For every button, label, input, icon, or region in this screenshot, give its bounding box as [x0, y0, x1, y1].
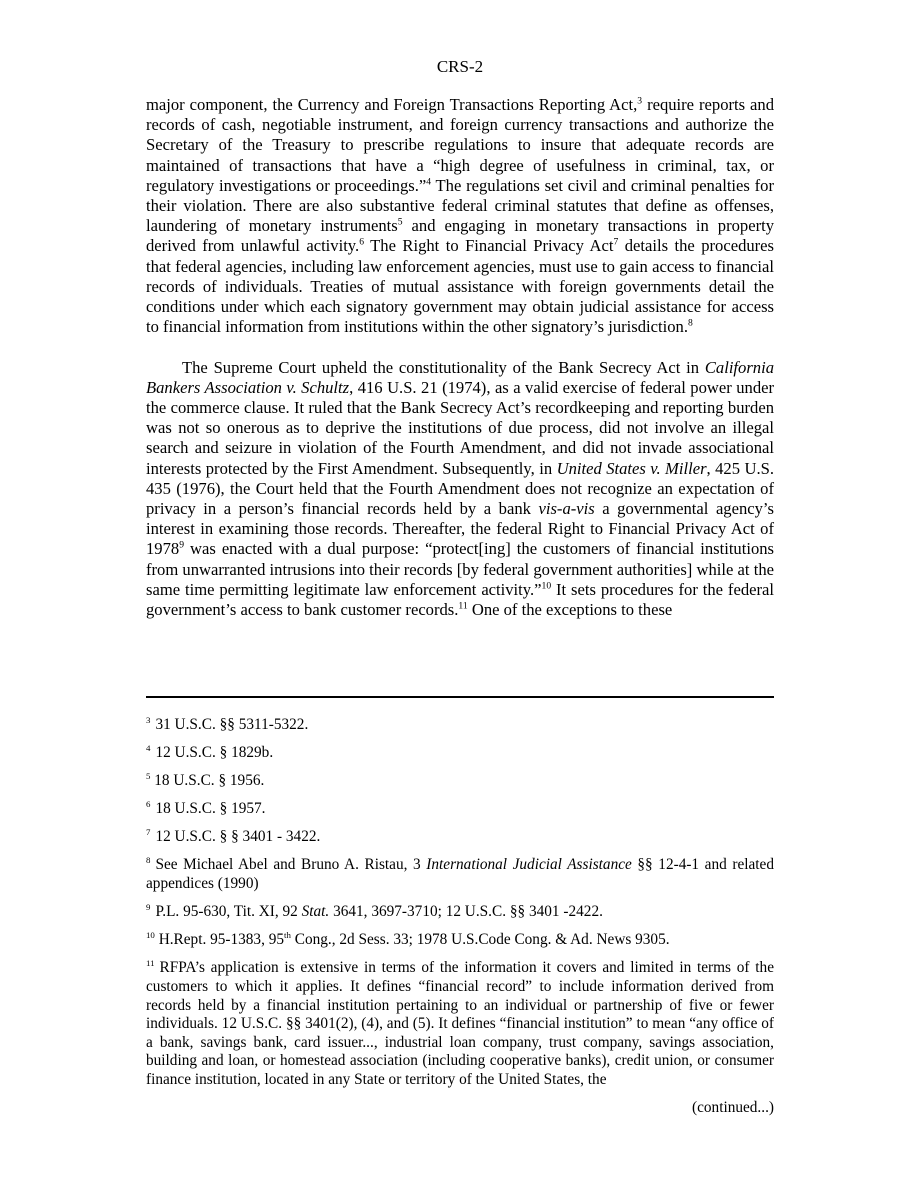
footnote-ref-11: 11	[458, 600, 468, 612]
footnote-ref-8: 8	[688, 317, 693, 329]
footnote-ref-4: 4	[426, 176, 432, 188]
footnote-3: $^3$ 31 U.S.C. §§ 5311-5322.	[146, 714, 309, 733]
footnotes	[146, 716, 774, 1118]
continued-note: (continued...)	[692, 1099, 774, 1116]
footnote-ref-5: 5	[397, 216, 403, 228]
footnote-10: $^{10}$ H.Rept. 95-1383, 95th Cong., 2d Sess. 33; 1978 U.S.Code Cong. & Ad. News 9305.	[146, 930, 670, 949]
footnote-divider	[146, 696, 774, 698]
footnote-7: $^7$ 12 U.S.C. § § 3401 - 3422.	[146, 827, 321, 846]
footnote-4: $^4$ 12 U.S.C. § 1829b.	[146, 743, 274, 762]
footnote-ref-10: 10	[541, 580, 552, 592]
footnote-ref-7: 7	[613, 236, 619, 248]
paragraph-1: major component, the Currency and Foreign Transactions Reporting Act,$^3$ require reports and records of cash, negotiable instrument, and foreign currency transactions and authorize the Secretary of the Treasury to prescribe regulations to insure that adequate records are maintained of transactions that have a “high degree of usefulness in criminal, tax, or regulatory investigations or proceedings.”$^4$ The regulations set civil and criminal penalties for their violation. There are also substantive federal criminal statutes that define as offenses, laundering of monetary instruments$^5$ and engaging in monetary transactions in property derived from unlawful activity.$^6$ The Right to Financial Privacy Act$^7$ details the procedures that federal agencies, including law enforcement agencies, must use to gain access to financial records of individuals. Treaties of mutual assistance with foreign governments detail the conditions under which each signatory government may obtain judicial assistance for access to financial information from institutions within the other signatory’s jurisdiction.$^8$	[146, 95, 775, 337]
footnote-11: $^{11}$ RFPA’s application is extensive in terms of the information it covers and limited in terms of the customers to which it applies. It defines “financial record” to include information derived from records held by a financial institution pertaining to an individual or partnership of five or fewer individuals. 12 U.S.C. §§ 3401(2), (4), and (5). It defines “financial institution” to mean “any office of a bank, savings bank, card issuer..., industrial loan company, trust company, savings association, building and loan, or homestead association (including cooperative banks), credit union, or consumer finance institution, located in any State or territory of the United States, the	[146, 958, 774, 1088]
paragraph-2: The Supreme Court upheld the constitutionality of the Bank Secrecy Act in California Bankers Association v. Schultz, 416 U.S. 21 (1974), as a valid exercise of federal power under the commerce clause. It ruled that the Bank Secrecy Act’s recordkeeping and reporting burden was not so onerous as to deprive the institutions of due process, did not involve an illegal search and seizure in violation of the Fourth Amendment, and did not invade associational interests protected by the First Amendment. Subsequently, in United States v. Miller, 425 U.S. 435 (1976), the Court held that the Fourth Amendment does not recognize an expectation of privacy in a person’s financial records held by a bank vis-a-vis a governmental agency’s interest in examining those records. Thereafter, the federal Right to Financial Privacy Act of 1978$^9$ was enacted with a dual purpose: “protect[ing] the customers of financial institutions from unwarranted intrusions into their records [by federal government authorities] while at the same time permitting legitimate law enforcement activity.”$^{10}$ It sets procedures for the federal government’s access to bank customer records.$^{11}$ One of the exceptions to these	[146, 357, 775, 620]
footnote-8: $^8$ See Michael Abel and Bruno A. Ristau, 3 International Judicial Assistance §§ 12-4-1 and related appendices (1990)	[146, 855, 774, 893]
italic-vis-a-vis: vis-a-vis	[538, 499, 595, 519]
page-header: CRS-2	[436, 57, 484, 76]
footnote-ref-3: 3	[637, 95, 643, 107]
footnote-ref-9: 9	[179, 539, 184, 551]
footnote-6: $^6$ 18 U.S.C. § 1957.	[146, 799, 266, 818]
footnote-9: $^9$ P.L. 95-630, Tit. XI, 92 Stat. 3641, 3697-3710; 12 U.S.C. §§ 3401 -2422.	[146, 902, 603, 921]
case-name-miller: United States v. Miller	[556, 458, 707, 478]
footnote-5: $^5$ 18 U.S.C. § 1956.	[146, 771, 265, 790]
footnote-ref-6: 6	[359, 236, 364, 248]
body-text	[146, 95, 774, 620]
case-name-schultz: California Bankers Association v. Schultz	[146, 357, 774, 397]
